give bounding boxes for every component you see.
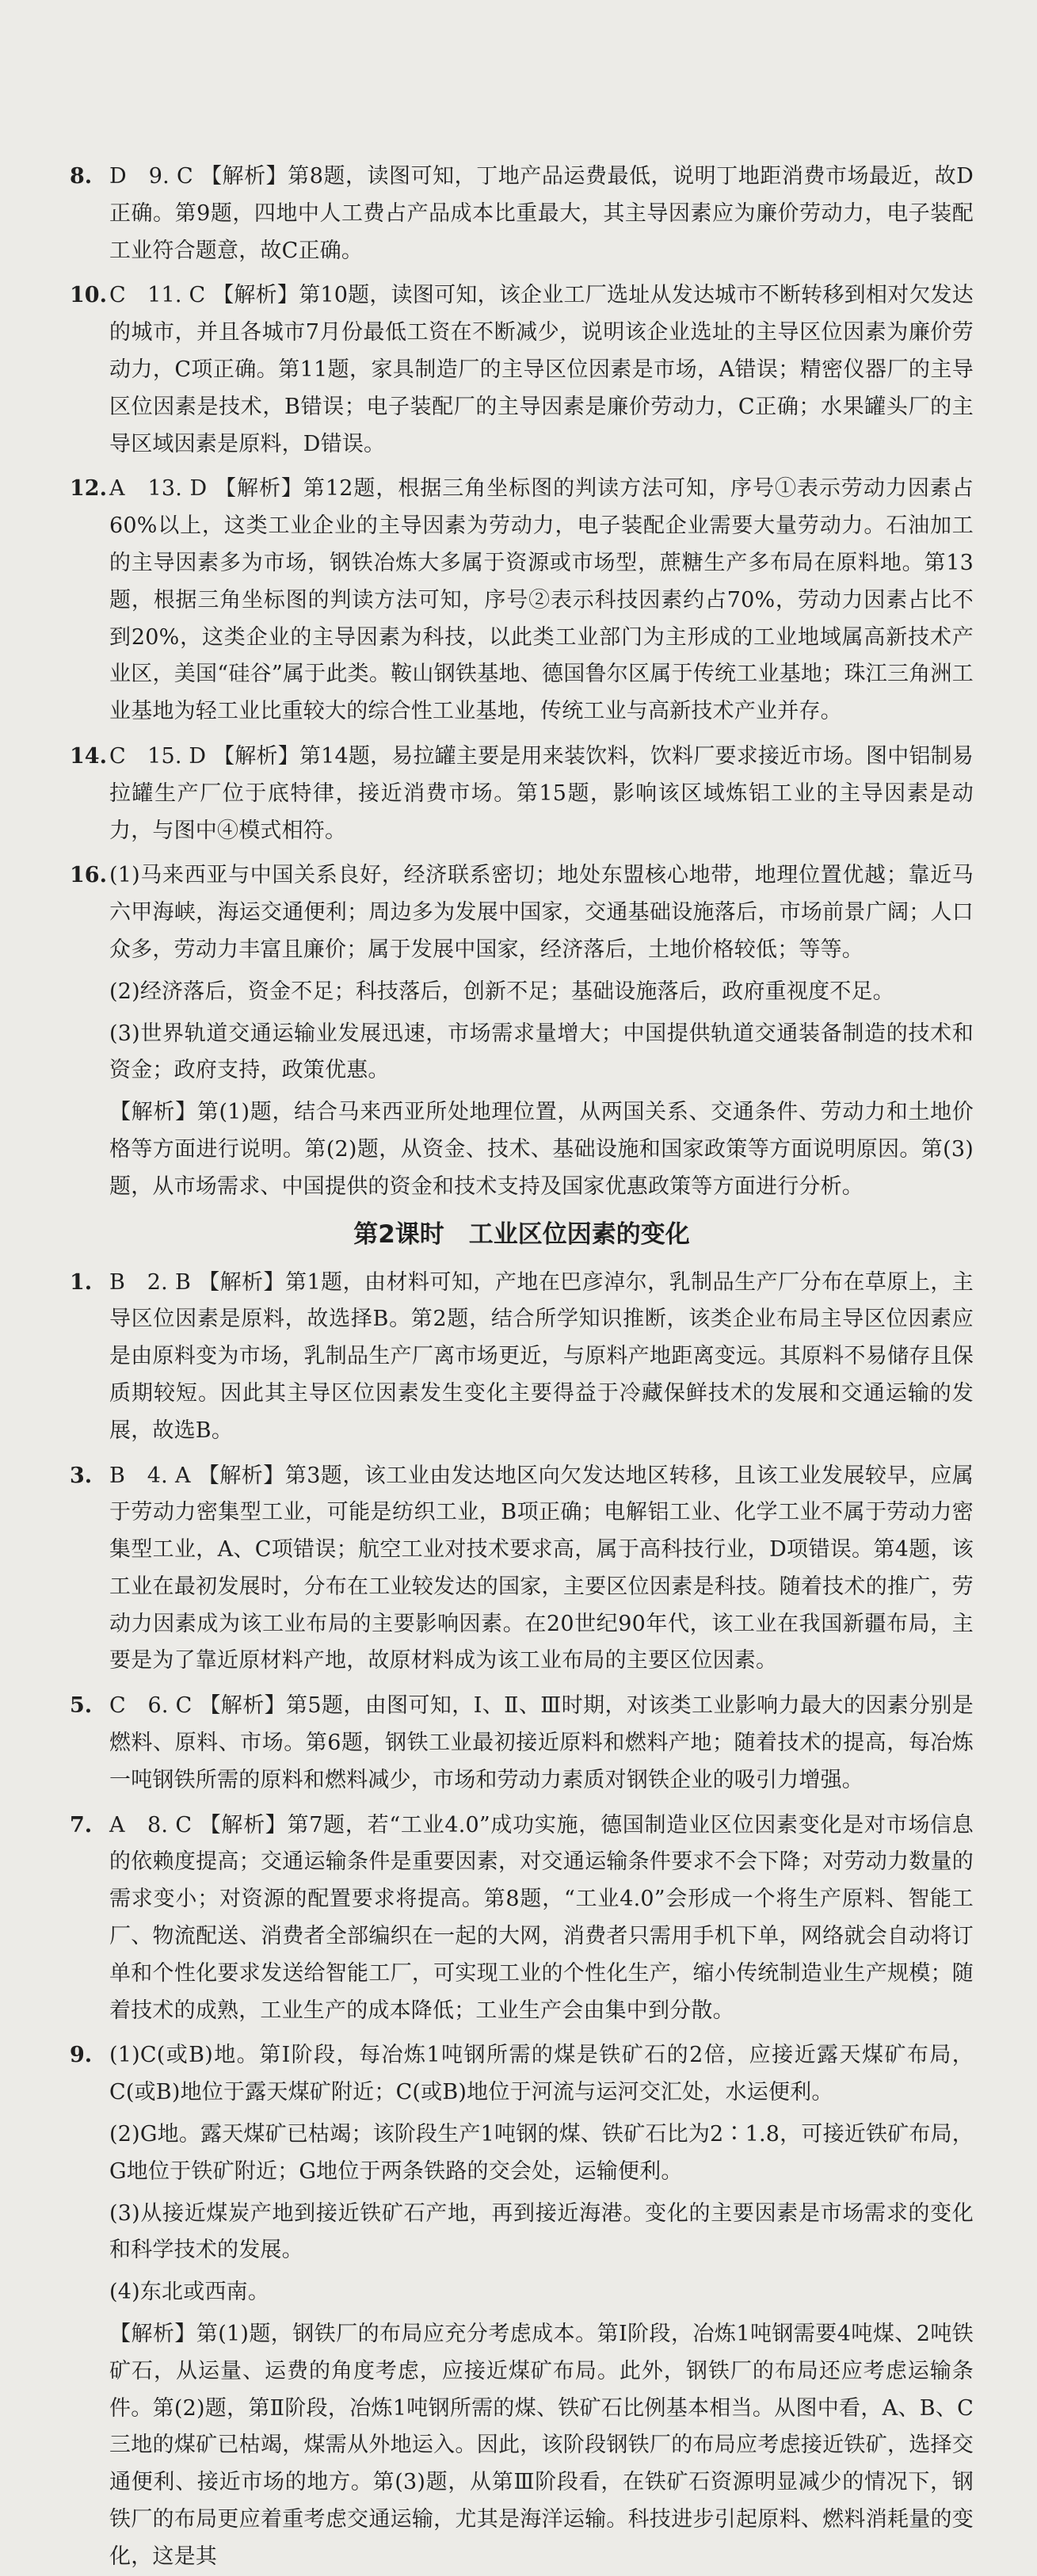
answer-text: A 8. C 【解析】第7题，若“工业4.0”成功实施，德国制造业区位因素变化是对市场信息的依赖度提高；交通运输条件是重要因素，对交通运输条件要求不会下降；对劳动力数量的需求变小；对资源的配置要求将提高。第8题，“工业4.0”会形成一个将生产原料、智能工厂、物流配送、消费者全部编织在一起的大网，消费者只需用手机下单，网络就会自动将订单和个性化要求发送给智能工厂，可实现工业的个性化生产，缩小传统制造业生产规模；随着技术的成熟，工业生产的成本降低；工业生产会由集中到分散。 [109,1812,974,2023]
answer-text: A 13. D 【解析】第12题，根据三角坐标图的判读方法可知，序号①表示劳动力因素占60%以上，这类工业企业的主导因素为劳动力，电子装配企业需要大量劳动力。石油加工的主导因素多为市场，钢铁冶炼大多属于资源或市场型，蔗糖生产多布局在原料地。第13题，根据三角坐标图的判读方法可知，序号②表示科技因素约占70%，劳动力因素占比不到20%，这类企业的主导因素为科技，以此类工业部门为主形成的工业地域属高新技术产业区，美国“硅谷”属于此类。鞍山钢铁基地、德国鲁尔区属于传统工业基地；珠江三角洲工业基地为轻工业比重较大的综合性工业基地，传统工业与高新技术产业并存。 [109,476,974,724]
answer-part-3: (3)世界轨道交通运输业发展迅速，市场需求量增大；中国提供轨道交通装备制造的技术和资金；政府支持，政策优惠。 [109,1021,974,1083]
answer-item-16 [70,857,974,1205]
answer-text: B 2. B 【解析】第1题，由材料可知，产地在巴彦淖尔，乳制品生产厂分布在草原上，主导区位因素是原料，故选择B。第2题，结合所学知识推断，该类企业布局主导区位因素应是由原料变为市场，乳制品生产厂离市场更近，与原料产地距离变远。其原料不易储存且保质期较短。因此其主导区位因素发生变化主要得益于冷藏保鲜技术的发展和交通运输的发展，故选B。 [109,1269,974,1443]
answer-item-9 [70,2037,974,2575]
answer-part-2: (2)G地。露天煤矿已枯竭；该阶段生产1吨钢的煤、铁矿石比为2∶1.8，可接近铁矿布局，G地位于铁矿附近；G地位于两条铁路的交会处，运输便利。 [109,2122,974,2184]
answer-item-8-9 [70,158,974,269]
question-number: 10. [70,283,107,308]
section-title: 第2课时 工业区位因素的变化 [353,1219,690,1249]
analysis-note: 【解析】第(1)题，钢铁厂的布局应充分考虑成本。第Ⅰ阶段，冶炼1吨钢需要4吨煤、2吨铁矿石，从运量、运费的角度考虑，应接近煤矿布局。此外，钢铁厂的布局还应考虑运输条件。第(2)题，第Ⅱ阶段，冶炼1吨钢所需的煤、铁矿石比例基本相当。从图中看，A、B、C三地的煤矿已枯竭，煤需从外地运入。因此，该阶段钢铁厂的布局应考虑接近铁矿，选择交通便利、接近市场的地方。第(3)题，从第Ⅲ阶段看，在铁矿石资源明显减少的情况下，钢铁厂的布局更应着重考虑交通运输，尤其是海洋运输。科技进步引起原料、燃料消耗量的变化，这是其 [109,2322,974,2569]
question-number: 8. [70,164,93,189]
analysis-note: 【解析】第(1)题，结合马来西亚所处地理位置，从两国关系、交通条件、劳动力和土地价格等方面进行说明。第(2)题，从资金、技术、基础设施和国家政策等方面说明原因。第(3)题，从市场需求、中国提供的资金和技术支持及国家优惠政策等方面进行分析。 [109,1100,974,1199]
answer-text: B 4. A 【解析】第3题，该工业由发达地区向欠发达地区转移，且该工业发展较早，应属于劳动力密集型工业，可能是纺织工业，B项正确；电解铝工业、化学工业不属于劳动力密集型工业，A、C项错误；航空工业对技术要求高，属于高科技行业，D项错误。第4题，该工业在最初发展时，分布在工业较发达的国家，主要区位因素是科技。随着技术的推广，劳动力因素成为该工业布局的主要影响因素。在20世纪90年代，该工业在我国新疆布局，主要是为了靠近原材料产地，故原材料成为该工业布局的主要区位因素。 [109,1463,974,1673]
answer-item-1-2 [70,1265,974,1450]
question-number: 12. [70,476,107,502]
question-number: 9. [70,2043,93,2068]
answer-part-3: (3)从接近煤炭产地到接近铁矿石产地，再到接近海港。变化的主要因素是市场需求的变化和科学技术的发展。 [109,2200,974,2263]
answer-part-1: (1)C(或B)地。第Ⅰ阶段，每冶炼1吨钢所需的煤是铁矿石的2倍，应接近露天煤矿布局，C(或B)地位于露天煤矿附近；C(或B)地位于河流与运河交汇处，水运便利。 [109,2043,974,2105]
answer-item-5-6 [70,1688,974,1799]
question-number: 14. [70,743,107,769]
question-number: 5. [70,1693,93,1719]
answer-text: C 11. C 【解析】第10题，读图可知，该企业工厂选址从发达城市不断转移到相对欠发达的城市，并且各城市7月份最低工资在不断减少，说明该企业选址的主导区位因素为廉价劳动力，C项正确。第11题，家具制造厂的主导区位因素是市场，A错误；精密仪器厂的主导区位因素是技术，B错误；电子装配厂的主导因素是廉价劳动力，C正确；水果罐头厂的主导区域因素是原料，D错误。 [109,283,974,456]
answer-text: C 15. D 【解析】第14题，易拉罐主要是用来装饮料，饮料厂要求接近市场。图中铝制易拉罐生产厂位于底特律，接近消费市场。第15题，影响该区域炼铝工业的主导因素是动力，与图中④模式相符。 [109,743,974,843]
answer-part-2: (2)经济落后，资金不足；科技落后，创新不足；基础设施落后，政府重视度不足。 [109,979,894,1004]
answer-item-7-8 [70,1807,974,2030]
answer-item-3-4 [70,1458,974,1681]
answer-text: D 9. C 【解析】第8题，读图可知，丁地产品运费最低，说明丁地距消费市场最近，故D正确。第9题，四地中人工费占产品成本比重最大，其主导因素应为廉价劳动力，电子装配工业符合题意，故C正确。 [109,164,974,263]
answer-item-10-11 [70,277,974,463]
question-number: 1. [70,1269,93,1295]
question-number: 7. [70,1812,93,1838]
answer-part-4: (4)东北或西南。 [109,2280,270,2305]
answer-item-14-15 [70,738,974,849]
answer-item-12-13 [70,471,974,731]
answer-part-1: (1)马来西亚与中国关系良好，经济联系密切；地处东盟核心地带，地理位置优越；靠近马六甲海峡，海运交通便利；周边多为发展中国家，交通基础设施落后，市场前景广阔；人口众多，劳动力丰富且廉价；属于发展中国家，经济落后，土地价格较低；等等。 [109,863,974,962]
answer-text: C 6. C 【解析】第5题，由图可知，Ⅰ、Ⅱ、Ⅲ时期，对该类工业影响力最大的因素分别是燃料、原料、市场。第6题，钢铁工业最初接近原料和燃料产地；随着技术的提高，每冶炼一吨钢铁所需的原料和燃料减少，市场和劳动力素质对钢铁企业的吸引力增强。 [109,1693,974,1792]
question-number: 16. [70,863,107,888]
question-number: 3. [70,1463,93,1488]
